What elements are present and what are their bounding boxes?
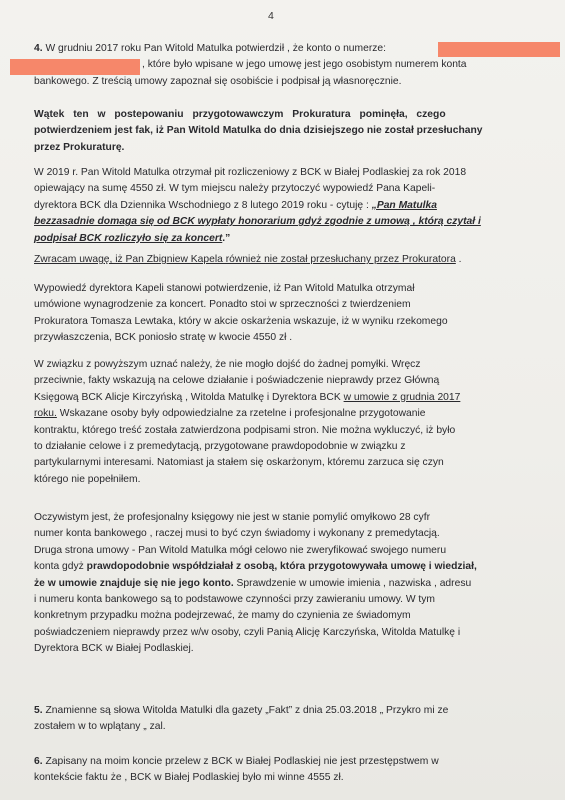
section-6	[34, 754, 534, 787]
paragraph-line: konkretnym przypadku można podejrzewać, że mamy do czynienia ze świadomym	[34, 610, 411, 622]
paragraph-line: to działanie celowe i z premedytacją, przygotowane prawdopodobnie w związku z	[34, 441, 406, 453]
paragraph-text: Wskazane osoby były odpowiedzialne za rzetelne i profesjonalne przygotowanie	[56, 408, 426, 420]
paragraph-line: W związku z powyższym uznać należy, że nie mogło dojść do żadnej pomyłki. Wręcz	[34, 359, 421, 370]
bold-text: prawdopodobnie współdziałał z osobą, która przygotowywała umowę i wiedział,	[86, 561, 477, 573]
paragraph-line: poświadczeniem nieprawdy przez w/w osoby, czyli Panią Alicję Karczyńska, Witolda Matulkę i	[34, 626, 461, 638]
director-statement-paragraph	[34, 281, 534, 347]
paragraph-line: Wątek ten w postepowaniu przygotowawczym Prokuratura pominęła, czego	[34, 109, 446, 120]
paragraph-text: Sprawdzenie w umowie imienia , nazwiska , adresu	[233, 577, 472, 589]
paragraph-line: przez Prokuraturę.	[34, 141, 125, 153]
paragraph-line: numer konta bankowego , raczej musi to być czyn świadomy i wykonany z premedytacją.	[34, 528, 440, 540]
prosecution-omission-paragraph	[34, 107, 534, 156]
underlined-text: roku.	[34, 408, 57, 420]
paragraph-line: przywłaszczenia, BCK poniosło stratę w kwocie 4550 zł .	[34, 332, 293, 344]
paragraph-line: Oczywistym jest, że profesjonalny księgowy nie jest w stanie pomylić omyłkowo 28 cyfr	[34, 512, 430, 523]
section-4	[34, 41, 534, 90]
section-6-line-1	[34, 754, 534, 770]
paragraph-line: i numeru konta bankowego są to podstawowe czynności przy zawieraniu umowy. W tym	[34, 594, 435, 606]
paragraph-line	[34, 559, 534, 575]
quote-line: bezzasadnie domaga się od BCK wypłaty honorarium gdyż zgodnie z umową , którą czytał i	[34, 216, 481, 228]
paragraph-line: Wypowiedź dyrektora Kapeli stanowi potwierdzenie, iż Pan Witold Matulka otrzymał	[34, 283, 415, 294]
paragraph-line: Dyrektora BCK w Białej Podlaskiej.	[34, 643, 194, 655]
section-number: 6.	[34, 756, 43, 767]
paragraph-line: W 2019 r. Pan Witold Matulka otrzymał pit rozliczeniowy z BCK w Białej Podlaskiej za rok 2018	[34, 167, 467, 178]
paragraph-line	[34, 390, 534, 406]
page-number: 4	[268, 10, 274, 22]
kapela-not-questioned-note	[34, 252, 534, 268]
paragraph-line: Druga strona umowy - Pan Witold Matulka mógł celowo nie zweryfikować swojego numeru	[34, 544, 447, 556]
paragraph-line	[34, 406, 534, 422]
pit-paragraph	[34, 165, 534, 247]
paragraph-text: Księgową BCK Alicje Kirczyńską , Witolda Matulkę i Dyrektora BCK	[34, 391, 344, 403]
quote-text: podpisał BCK rozliczyło się za koncert	[34, 232, 223, 244]
paragraph-line: którego nie popełniłem.	[34, 473, 141, 485]
paragraph-text: konta gdyż	[34, 561, 87, 573]
underlined-text: w umowie z grudnia 2017	[343, 391, 461, 403]
quote-end: .”	[222, 232, 231, 244]
paragraph-line: potwierdzeniem jest fak, iż Pan Witold Matulka do dnia dzisiejszego nie został przesłuchany	[34, 125, 483, 137]
paragraph-line	[34, 252, 534, 268]
paragraph-line: opiewający na sumę 4550 zł. W tym miejscu należy przytoczyć wypowiedź Pana Kapeli-	[34, 183, 436, 195]
note-end: .	[455, 254, 462, 265]
quote-text: „Pan Matulka	[371, 199, 437, 211]
section-4-line-2	[34, 57, 534, 73]
section-4-text: , które było wpisane w jego umowę jest jego osobistym numerem konta	[142, 59, 467, 71]
paragraph-line	[34, 231, 534, 247]
paragraph-line: przeciwnie, fakty wskazują na celowe działanie i poświadczenie nieprawdy przez Główną	[34, 375, 440, 387]
section-4-line-3: bankowego. Z treścią umowy zapoznał się osobiście i podpisał ją własnoręcznie.	[34, 75, 402, 87]
section-6-line-2: kontekście faktu że , BCK w Białej Podlaskiej było mi winne 4555 zł.	[34, 772, 344, 784]
paragraph-line	[34, 576, 534, 592]
accountant-paragraph	[34, 510, 534, 658]
section-number: 4.	[34, 43, 43, 54]
underlined-note: Zwracam uwagę, iż Pan Zbigniew Kapela również nie został przesłuchany przez Prokuratora	[34, 254, 456, 265]
section-5-line-2: zostałem w to wplątany „ zal.	[34, 721, 166, 733]
section-4-text: W grudniu 2017 roku Pan Witold Matulka potwierdził , że konto o numerze:	[45, 43, 387, 54]
paragraph-text: dyrektora BCK dla Dziennika Wschodniego z 8 lutego 2019 roku - cytuję :	[34, 199, 372, 211]
paragraph-line	[34, 198, 534, 214]
paragraph-line: partykularnymi interesami. Natomiast ja stałem się oskarżonym, któremu zarzuca się czyn	[34, 457, 444, 469]
conclusion-paragraph	[34, 357, 534, 488]
section-4-line-1	[34, 41, 534, 57]
section-5	[34, 703, 534, 736]
section-5-line-1	[34, 703, 534, 719]
paragraph-line: umówione wynagrodzenie za koncert. Ponadto stoi w sprzeczności z twierdzeniem	[34, 299, 411, 311]
section-5-text: Znamienne są słowa Witolda Matulki dla gazety „Fakt” z dnia 25.03.2018 „ Przykro mi ze	[45, 705, 449, 716]
paragraph-line: kontraktu, którego treść została zatwierdzona podpisami stron. Nie można wykluczyć, iż było	[34, 424, 456, 436]
bold-text: że w umowie znajduje się nie jego konto.	[34, 577, 234, 589]
section-6-text: Zapisany na moim koncie przelew z BCK w Białej Podlaskiej nie jest przestępstwem w	[45, 756, 439, 767]
section-number: 5.	[34, 705, 43, 716]
paragraph-line: Prokuratora Tomasza Lewtaka, który w akcie oskarżenia wskazuje, iż w wyniku rzekomego	[34, 315, 448, 327]
